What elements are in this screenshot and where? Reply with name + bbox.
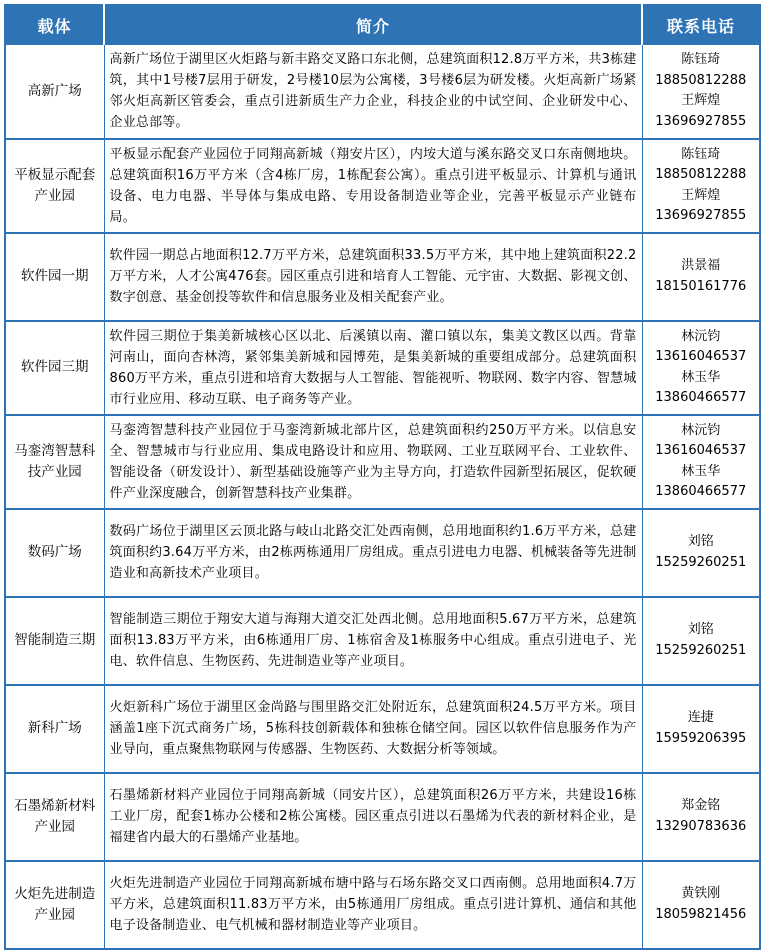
header-phone: 联系电话 bbox=[642, 5, 760, 45]
contact-phone: 15959206395 bbox=[655, 730, 747, 746]
table-row bbox=[5, 509, 760, 597]
table-row bbox=[5, 45, 760, 139]
carrier-intro: 火炬新科广场位于湖里区金尚路与围里路交汇处附近东，总建筑面积24.5万平方米。项目涵盖1座下沉式商务广场，5栋科技创新载体和独栋仓储空间。园区以软件信息服务作为产业导向，重点聚焦物联网与传感器、生物医药、大数据分析等领域。 bbox=[104, 685, 642, 773]
contact-cell bbox=[642, 685, 760, 773]
contact-person: 林玉华 bbox=[681, 369, 721, 385]
contact-cell bbox=[642, 773, 760, 861]
header-carrier: 载体 bbox=[5, 5, 104, 45]
contact-phone: 13860466577 bbox=[655, 484, 747, 499]
contact-cell bbox=[642, 861, 760, 949]
carrier-intro: 火炬先进制造产业园位于同翔高新城布塘中路与石场东路交叉口西南侧。总用地面积4.7万平方米，总建筑面积11.83万平方米，由5栋通用厂房组成。重点引进计算机、通信和其他电子设备制造业、电气机械和器材制造业等产业项目。 bbox=[104, 861, 642, 949]
contact-person: 陈钰琦 bbox=[681, 52, 721, 68]
contact-cell bbox=[642, 597, 760, 685]
table-row bbox=[5, 321, 760, 415]
carrier-name: 数码广场 bbox=[5, 509, 104, 597]
header-intro: 简介 bbox=[104, 5, 642, 45]
contact-cell bbox=[642, 233, 760, 321]
contact-person: 王辉煌 bbox=[681, 93, 721, 109]
contact-phone: 13616046537 bbox=[655, 443, 747, 458]
contact-cell bbox=[642, 415, 760, 509]
contact-person: 林沅钧 bbox=[681, 422, 721, 438]
contact-phone: 18059821456 bbox=[655, 906, 747, 922]
carrier-name: 石墨烯新材料产业园 bbox=[5, 773, 104, 861]
table-row bbox=[5, 597, 760, 685]
contact-person: 郑金铭 bbox=[681, 798, 721, 813]
contact-person: 洪景福 bbox=[681, 258, 721, 273]
contact-phone: 18850812288 bbox=[655, 72, 747, 88]
contact-phone: 13696927855 bbox=[655, 113, 747, 129]
table-row bbox=[5, 773, 760, 861]
carrier-intro: 智能制造三期位于翔安大道与海翔大道交汇处西北侧。总用地面积5.67万平方米，总建筑面积13.83万平方米，由6栋通用厂房、1栋宿舍及1栋服务中心组成。重点引进电子、光电、软件信息、生物医药、先进制造业等产业项目。 bbox=[104, 597, 642, 685]
header-row bbox=[5, 5, 760, 45]
carrier-name: 软件园一期 bbox=[5, 233, 104, 321]
contact-person: 陈钰琦 bbox=[681, 146, 721, 162]
table-row bbox=[5, 685, 760, 773]
contact-person: 王辉煌 bbox=[681, 187, 721, 203]
contact-phone: 15259260251 bbox=[655, 642, 747, 658]
table-body bbox=[5, 45, 760, 949]
carrier-name: 平板显示配套产业园 bbox=[5, 139, 104, 233]
table-row bbox=[5, 139, 760, 233]
table-row bbox=[5, 415, 760, 509]
carrier-intro: 石墨烯新材料产业园位于同翔高新城（同安片区），总建筑面积26万平方米，共建设16栋工业厂房，配套1栋办公楼和2栋公寓楼。园区重点引进以石墨烯为代表的新材料企业，是福建省内最大的石墨烯产业基地。 bbox=[104, 773, 642, 861]
carrier-intro: 软件园三期位于集美新城核心区以北、后溪镇以南、灌口镇以东，集美文教区以西。背靠河南山，面向杏林湾，紧邻集美新城和园博苑，是集美新城的重要组成部分。总建筑面积860万平方米，重点引进和培育大数据与人工智能、智能视听、物联网、数字内容、智慧城市行业应用、移动互联、电子商务等产业。 bbox=[104, 321, 642, 415]
carrier-intro: 高新广场位于湖里区火炬路与新丰路交叉路口东北侧，总建筑面积12.8万平方米，共3栋建筑，其中1号楼7层用于研发，2号楼10层为公寓楼，3号楼6层为研发楼。火炬高新广场紧邻火炬高新区管委会，重点引进新质生产力企业，科技企业的中试空间、企业研发中心、企业总部等。 bbox=[104, 45, 642, 139]
contact-person: 林沅钧 bbox=[681, 328, 721, 344]
table-row bbox=[5, 861, 760, 949]
contact-phone: 13696927855 bbox=[655, 208, 747, 223]
contact-cell bbox=[642, 139, 760, 233]
carrier-intro: 数码广场位于湖里区云顶北路与岐山北路交汇处西南侧，总用地面积约1.6万平方米，总建筑面积约3.64万平方米，由2栋两栋通用厂房组成。重点引进电力电器、机械装备等先进制造业和高新技术产业项目。 bbox=[104, 509, 642, 597]
contact-phone: 13290783636 bbox=[655, 818, 747, 834]
contact-phone: 13616046537 bbox=[655, 349, 747, 364]
contact-phone: 18850812288 bbox=[655, 167, 747, 182]
carrier-name: 软件园三期 bbox=[5, 321, 104, 415]
contact-cell bbox=[642, 509, 760, 597]
contact-cell bbox=[642, 45, 760, 139]
contact-phone: 15259260251 bbox=[655, 554, 747, 570]
contact-person: 林玉华 bbox=[681, 463, 721, 479]
carrier-name: 高新广场 bbox=[5, 45, 104, 139]
contact-person: 黄铁刚 bbox=[681, 886, 721, 901]
carrier-table bbox=[4, 4, 761, 950]
table-row bbox=[5, 233, 760, 321]
carrier-name: 智能制造三期 bbox=[5, 597, 104, 685]
contact-cell bbox=[642, 321, 760, 415]
carrier-name: 新科广场 bbox=[5, 685, 104, 773]
contact-person: 连捷 bbox=[687, 710, 714, 725]
carrier-intro: 平板显示配套产业园位于同翔高新城（翔安片区），内垵大道与溪东路交叉口东南侧地块。总建筑面积16万平方米（含4栋厂房，1栋配套公寓）。重点引进平板显示、计算机与通讯设备、电力电器、半导体与集成电路、专用设备制造业等企业，完善平板显示产业链布局。 bbox=[104, 139, 642, 233]
carrier-intro: 软件园一期总占地面积12.7万平方米，总建筑面积33.5万平方米，其中地上建筑面积22.2万平方米，人才公寓476套。园区重点引进和培育人工智能、元宇宙、大数据、影视文创、数字创意、基金创投等软件和信息服务业及相关配套产业。 bbox=[104, 233, 642, 321]
contact-phone: 13860466577 bbox=[655, 390, 747, 405]
carrier-name: 马銮湾智慧科技产业园 bbox=[5, 415, 104, 509]
carrier-intro: 马銮湾智慧科技产业园位于马銮湾新城北部片区，总建筑面积约250万平方米。以信息安全、智慧城市与行业应用、集成电路设计和应用、物联网、工业互联网平台、工业软件、智能设备（研发设计）、新型基础设施等产业为主导方向，打造软件园新型拓展区，促软硬件产业深度融合，创新智慧科技产业集群。 bbox=[104, 415, 642, 509]
contact-person: 刘铭 bbox=[687, 534, 714, 549]
carrier-name: 火炬先进制造产业园 bbox=[5, 861, 104, 949]
contact-person: 刘铭 bbox=[687, 622, 714, 637]
contact-phone: 18150161776 bbox=[655, 278, 747, 294]
